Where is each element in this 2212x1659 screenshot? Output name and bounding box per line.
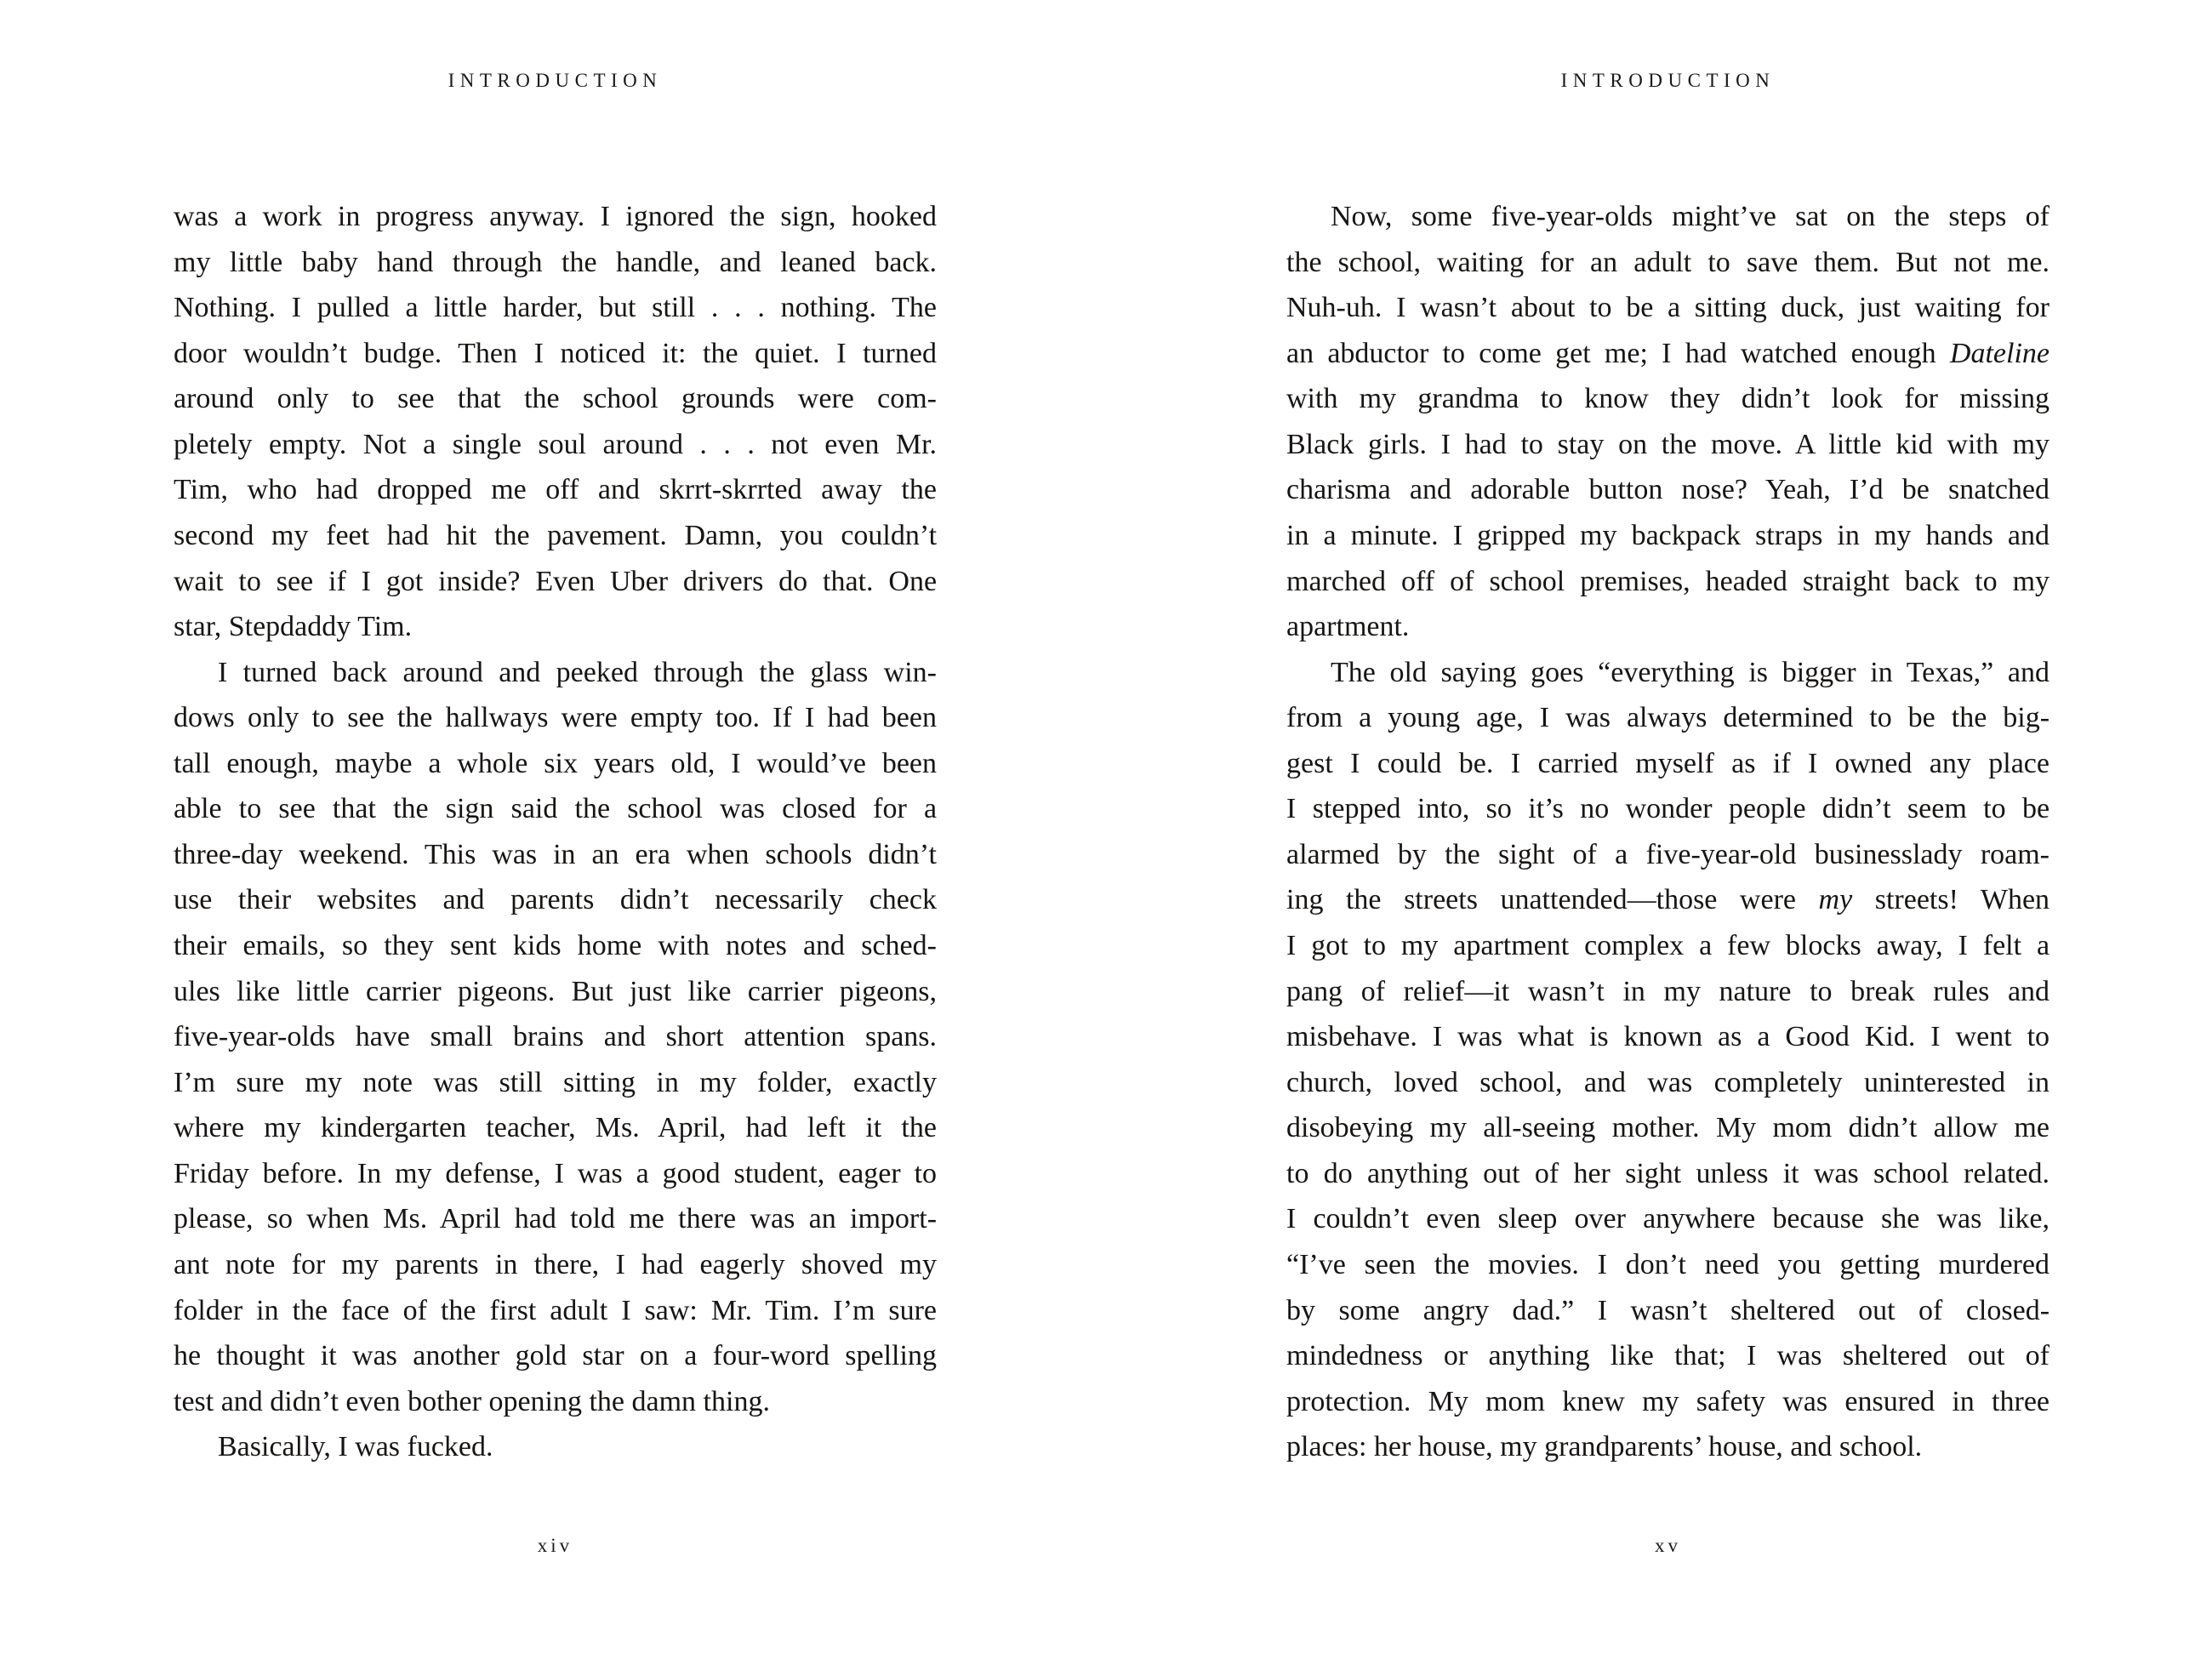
text-segment: streets! When [1852,884,2050,916]
page-right [1286,0,2050,1659]
text-line: Nuh-uh. I wasn’t about to be a sitting duck, just waiting for [1286,292,2050,324]
text-line: three-day weekend. This was in an era when schools didn’t [174,838,937,870]
text-line: Black girls. I had to stay on the move. A little kid with my [1286,428,2050,460]
text-line: star, Stepdaddy Tim. [174,611,413,643]
text-line: second my feet had hit the pavement. Damn, you couldn’t [174,519,938,551]
text-line: in a minute. I gripped my backpack straps in my hands and [1286,519,2050,551]
text-line: Nothing. I pulled a little harder, but still . . . nothing. The [174,292,937,324]
text-line: mindedness or anything like that; I was sheltered out of [1286,1340,2050,1372]
text-line: Now, some five-year-olds might’ve sat on the steps of [1331,201,2050,232]
text-line: use their websites and parents didn’t necessarily check [174,884,937,916]
text-line: I stepped into, so it’s no wonder people didn’t seem to be [1286,793,2050,825]
text-line: where my kindergarten teacher, Ms. April, had left it the [174,1112,937,1144]
text-line: was a work in progress anyway. I ignored the sign, hooked [174,201,938,232]
text-line: by some angry dad.” I wasn’t sheltered out of closed- [1286,1294,2050,1326]
text-line: disobeying my all-seeing mother. My mom didn’t allow me [1286,1112,2050,1144]
text-line: wait to see if I got inside? Even Uber drivers do that. One [174,565,938,597]
text-line: gest I could be. I carried myself as if I owned any place [1286,747,2050,779]
text-line: my little baby hand through the handle, and leaned back. [174,246,938,278]
text-line: misbehave. I was what is known as a Good Kid. I went to [1286,1021,2050,1053]
page-number: xiv [537,1535,573,1556]
text-line: to do anything out of her sight unless it was school related. [1286,1157,2050,1189]
italic-text: Dateline [1949,337,2050,369]
text-line: door wouldn’t budge. Then I noticed it: the quiet. I turned [174,337,937,369]
text-line: with my grandma to know they didn’t look for missing [1286,383,2050,415]
running-head: INTRODUCTION [1560,70,1776,91]
text-line: alarmed by the sight of a five-year-old businesslady roam- [1286,838,2050,870]
text-line: pletely empty. Not a single soul around . . . not even Mr. [174,428,938,460]
text-line: around only to see that the school grounds were com- [174,383,937,415]
text-line: ant note for my parents in there, I had eagerly shoved my [174,1248,937,1280]
text-line: their emails, so they sent kids home with notes and sched- [174,930,937,961]
running-head: INTRODUCTION [448,70,663,91]
page-left [174,0,937,1659]
text-line: the school, waiting for an adult to save them. But not me. [1286,246,2050,278]
text-line: apartment. [1286,611,1410,643]
body-text-left [174,194,937,1470]
text-line: Tim, who had dropped me off and skrrt-skrrted away the [174,474,937,506]
text-line: test and didn’t even bother opening the damn thing. [174,1385,770,1417]
text-line: church, loved school, and was completely uninterested in [1286,1066,2050,1098]
text-line: please, so when Ms. April had told me there was an import- [174,1203,938,1235]
text-line: pang of relief—it wasn’t in my nature to break rules and [1286,975,2050,1007]
page-number: xv [1655,1535,1681,1556]
text-line: Basically, I was fucked. [218,1431,493,1463]
text-line: I got to my apartment complex a few blocks away, I felt a [1286,930,2050,961]
text-line: protection. My mom knew my safety was ensured in three [1286,1385,2050,1417]
text-line: The old saying goes “everything is bigger in Texas,” and [1331,656,2050,688]
text-line [1286,877,2050,923]
text-line: charisma and adorable button nose? Yeah, I’d be snatched [1286,474,2050,506]
text-line: folder in the face of the first adult I saw: Mr. Tim. I’m sure [174,1294,938,1326]
text-line: I’m sure my note was still sitting in my folder, exactly [174,1066,938,1098]
text-line: ules like little carrier pigeons. But just like carrier pigeons, [174,975,938,1007]
text-segment: ing the streets unattended—those were [1286,884,1819,916]
text-line: able to see that the sign said the school was closed for a [174,793,938,825]
text-line: five-year-olds have small brains and short attention spans. [174,1021,938,1053]
text-line: I turned back around and peeked through the glass win- [218,656,938,688]
italic-text: my [1818,884,1853,916]
text-line: places: her house, my grandparents’ house, and school. [1286,1431,1923,1463]
text-line: tall enough, maybe a whole six years old, I would’ve been [174,747,938,779]
text-line: dows only to see the hallways were empty too. If I had been [174,702,937,734]
text-line: I couldn’t even sleep over anywhere because she was like, [1286,1203,2050,1235]
text-line [1286,331,2050,377]
text-line: from a young age, I was always determined to be the big- [1286,702,2050,734]
text-line: “I’ve seen the movies. I don’t need you getting murdered [1286,1248,2050,1280]
text-line: marched off of school premises, headed straight back to my [1286,565,2050,597]
text-line: he thought it was another gold star on a four-word spelling [174,1340,937,1372]
text-segment: an abductor to come get me; I had watched enough [1286,337,1950,369]
body-text-right [1286,194,2050,1470]
text-line: Friday before. In my defense, I was a good student, eager to [174,1157,938,1189]
